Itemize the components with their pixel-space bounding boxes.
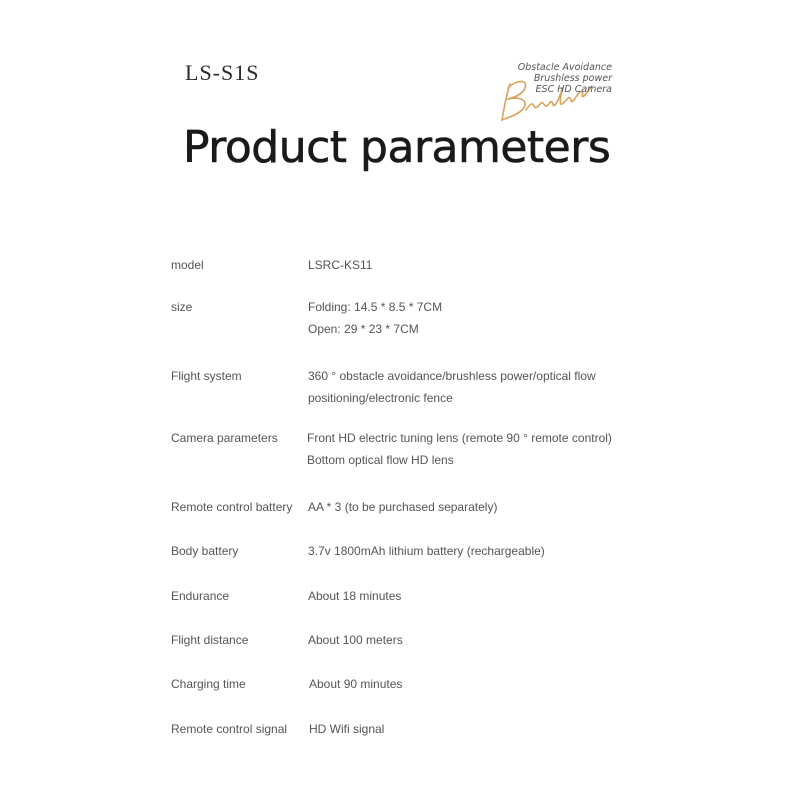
param-value-line: AA * 3 (to be purchased separately) xyxy=(308,500,498,514)
feature-lines xyxy=(518,62,612,95)
param-value xyxy=(308,496,497,518)
param-value-line: About 90 minutes xyxy=(309,677,403,691)
param-label: Flight distance xyxy=(171,633,249,647)
param-label: size xyxy=(171,300,193,314)
param-label: Camera parameters xyxy=(171,431,278,445)
param-value xyxy=(309,718,384,740)
param-value-line: HD Wifi signal xyxy=(309,722,385,736)
param-value-line: positioning/electronic fence xyxy=(308,391,453,405)
param-value-line: Open: 29 * 23 * 7CM xyxy=(308,322,419,336)
param-label: Remote control signal xyxy=(171,722,288,736)
param-value-line: About 100 meters xyxy=(308,633,403,647)
brand-logo: LS-S1S xyxy=(185,60,260,85)
param-label: Endurance xyxy=(171,589,230,603)
param-value xyxy=(308,254,372,276)
param-value xyxy=(308,540,545,562)
param-label: Flight system xyxy=(171,369,242,383)
param-value xyxy=(308,629,403,651)
param-value xyxy=(308,365,596,409)
param-label: Body battery xyxy=(171,544,239,558)
page-title: Product parameters xyxy=(183,122,611,173)
feature-badge xyxy=(496,62,612,122)
param-value-line: Bottom optical flow HD lens xyxy=(307,453,454,467)
param-value xyxy=(307,427,612,471)
param-value xyxy=(308,296,442,340)
param-value-line: About 18 minutes xyxy=(308,589,402,603)
param-value xyxy=(309,673,402,695)
param-value-line: Front HD electric tuning lens (remote 90 ° remote control) xyxy=(307,431,612,445)
feature-line: Obstacle Avoidance xyxy=(517,62,612,73)
param-value xyxy=(308,585,401,607)
param-label: model xyxy=(171,258,204,272)
param-value-line: 3.7v 1800mAh lithium battery (rechargeable) xyxy=(308,544,545,558)
param-label: Remote control battery xyxy=(171,500,293,514)
feature-line: Brushless power xyxy=(533,73,612,84)
param-value-line: LSRC-KS11 xyxy=(308,258,373,272)
feature-line: ESC HD Camera xyxy=(535,84,612,95)
param-label: Charging time xyxy=(171,677,246,691)
param-value-line: Folding: 14.5 * 8.5 * 7CM xyxy=(308,300,443,314)
param-value-line: 360 ° obstacle avoidance/brushless power/optical flow xyxy=(308,369,596,383)
